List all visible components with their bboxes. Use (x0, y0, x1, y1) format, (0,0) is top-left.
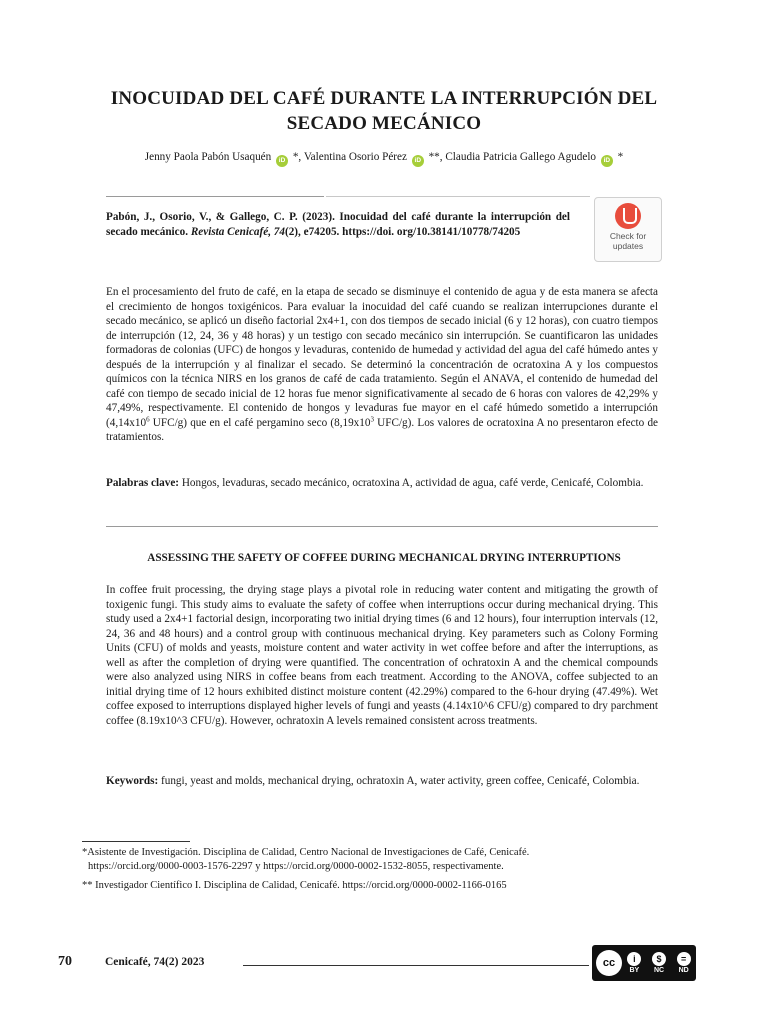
footnote-rule (82, 841, 190, 842)
footer-rule (243, 965, 589, 966)
keywords-es (106, 476, 658, 491)
cc-license-badge[interactable] (592, 945, 696, 981)
keywords-text: Hongos, levaduras, secado mecánico, ocratoxina A, actividad de agua, café verde, Cenicafé, Colombia. (179, 477, 644, 489)
author-mark: *, (292, 151, 302, 163)
badge-line-2: updates (612, 241, 644, 251)
license-label: BY (629, 967, 640, 974)
nc-icon: $ (652, 952, 666, 966)
footnote-1-line-1: *Asistente de Investigación. Disciplina de Calidad, Centro Nacional de Investigaciones de Café, Cenicafé. (82, 847, 530, 858)
abstract-es-part3: UFC/g). Los valores de ocratoxina A no presentaron efecto de tratamientos. (106, 416, 658, 443)
citation-journal: Revista Cenicafé, 74 (190, 225, 285, 238)
nd-icon: = (677, 952, 691, 966)
license-nc (647, 952, 672, 974)
author-name: Jenny Paola Pabón Usaquén (144, 151, 272, 163)
keywords-label: Keywords: (106, 775, 159, 787)
abstract-es (106, 285, 658, 445)
check-for-updates-badge[interactable] (594, 197, 662, 262)
keywords-en (106, 774, 658, 789)
abstract-en: In coffee fruit processing, the drying stage plays a pivotal role in reducing water content and mitigating the growth of toxigenic fungi. This study aims to evaluate the safety of coffee when interruptions occur during mechanical drying. This study used a 2x4+1 factorial design, incorporating two initial drying times (6 and 12 hours), four interruption intervals (12, 24, 36 and 48 hours) and a control group with continuous mechanical drying. Key parameters such as Colony Forming Units (CFU) of molds and yeasts, moisture content and water activity in wet coffee before and after the interruptions, as well as after the completion of drying were quantified. The concentration of ochratoxin A and the chemical compounds were also analyzed using NIRS in coffee beans from each treatment. According to the ANOVA, coffee subjected to an initial drying time of 12 hours exhibited distinct moisture content (42.29%) compared to the 6-hour drying (47.49%). Wet coffee exposed to interruptions displayed higher levels of fungi and yeasts (4.14x10^6 CFU/g) compared to dry parchment coffee (8.19x10^3 CFU/g). However, ochratoxin A levels remained consistent across treatments. (106, 584, 658, 727)
footnote-2: ** Investigador Científico I. Disciplina de Calidad, Cenicafé. https://orcid.org/0000-0002-1166-0165 (82, 880, 507, 891)
citation-issue[interactable]: (2), e74205. https://doi. org/10.38141/10778/74205 (284, 225, 521, 238)
title-line-1: INOCUIDAD DEL CAFÉ DURANTE LA INTERRUPCIÓN DEL (110, 88, 658, 109)
bookmark-icon (615, 203, 641, 229)
by-icon: i (627, 952, 641, 966)
keywords-label: Palabras clave: (106, 477, 180, 489)
citation (106, 210, 570, 239)
abstract-es-part2: UFC/g) que en el café pergamino seco (8,19x10 (149, 416, 371, 429)
journal-footer: Cenicafé, 74(2) 2023 (105, 956, 205, 968)
badge-line-1: Check for (609, 231, 647, 241)
footnote-1 (82, 846, 688, 874)
author-name: Claudia Patricia Gallego Agudelo (445, 151, 597, 163)
footnote-1-line-2[interactable]: https://orcid.org/0000-0003-1576-2297 y https://orcid.org/0000-0002-1532-8055, respectivamente. (88, 861, 504, 872)
exponent: 6 (146, 414, 150, 423)
orcid-icon[interactable]: iD (276, 155, 288, 167)
keywords-text: fungi, yeast and molds, mechanical drying, ochratoxin A, water activity, green coffee, Cenicafé, Colombia. (158, 775, 640, 787)
license-label: NC (653, 967, 665, 974)
author-mark: **, (428, 151, 443, 163)
cc-logo-icon: cc (596, 950, 622, 976)
license-nd (671, 952, 696, 974)
orcid-icon[interactable]: iD (601, 155, 613, 167)
citation-authors: Pabón, J., Osorio, V., & Gallego, C. P. (2023). Inocuidad del café durante la interrupción del secado mecánico. (106, 211, 570, 238)
divider (106, 196, 324, 197)
author-name: Valentina Osorio Pérez (303, 151, 407, 163)
author-list (60, 149, 708, 167)
divider (106, 526, 658, 527)
english-title: ASSESSING THE SAFETY OF COFFEE DURING MECHANICAL DRYING INTERRUPTIONS (147, 552, 621, 564)
author-mark: * (617, 151, 624, 163)
paper-title (60, 86, 708, 136)
title-line-2: SECADO MECÁNICO (286, 113, 482, 134)
license-label: ND (678, 967, 689, 974)
abstract-es-part1: En el procesamiento del fruto de café, en la etapa de secado se disminuye el contenido de agua y de esta manera se afecta el crecimiento de hongos toxigénicos. Para evaluar la inocuidad del café cuando se realizan interrupciones durante el secado mecánico, se aplicó un diseño factorial 2x4+1, con dos tiempos de secado inicial (6 y 12 horas), con cuatro tiempos de interrupción (12, 24, 36 y 48 horas) y un testigo con secado mecánico sin interrupción. Se cuantificaron las unidades formadoras de colonias (UFC) de hongos y levaduras, contenido de humedad y actividad del agua del café húmedo antes y después de la interrupción y al finalizar el secado. Se determinó la concentración de ocratoxina A y los compuestos químicos con la técnica NIRS en los granos de café de cada tratamiento. Según el ANAVA, el contenido de humedad del café con tiempo de secado inicial de 12 horas fue menor significativamente al secado de 6 horas con valores de 42,29% y 47,49%, respectivamente. El contenido de hongos y levaduras fue mayor en el café húmedo sometido a interrupción (4,14x10 (106, 286, 658, 429)
exponent: 3 (370, 414, 374, 423)
orcid-icon[interactable]: iD (412, 155, 424, 167)
page-number: 70 (58, 954, 72, 969)
license-by (622, 952, 647, 974)
divider (326, 196, 590, 197)
